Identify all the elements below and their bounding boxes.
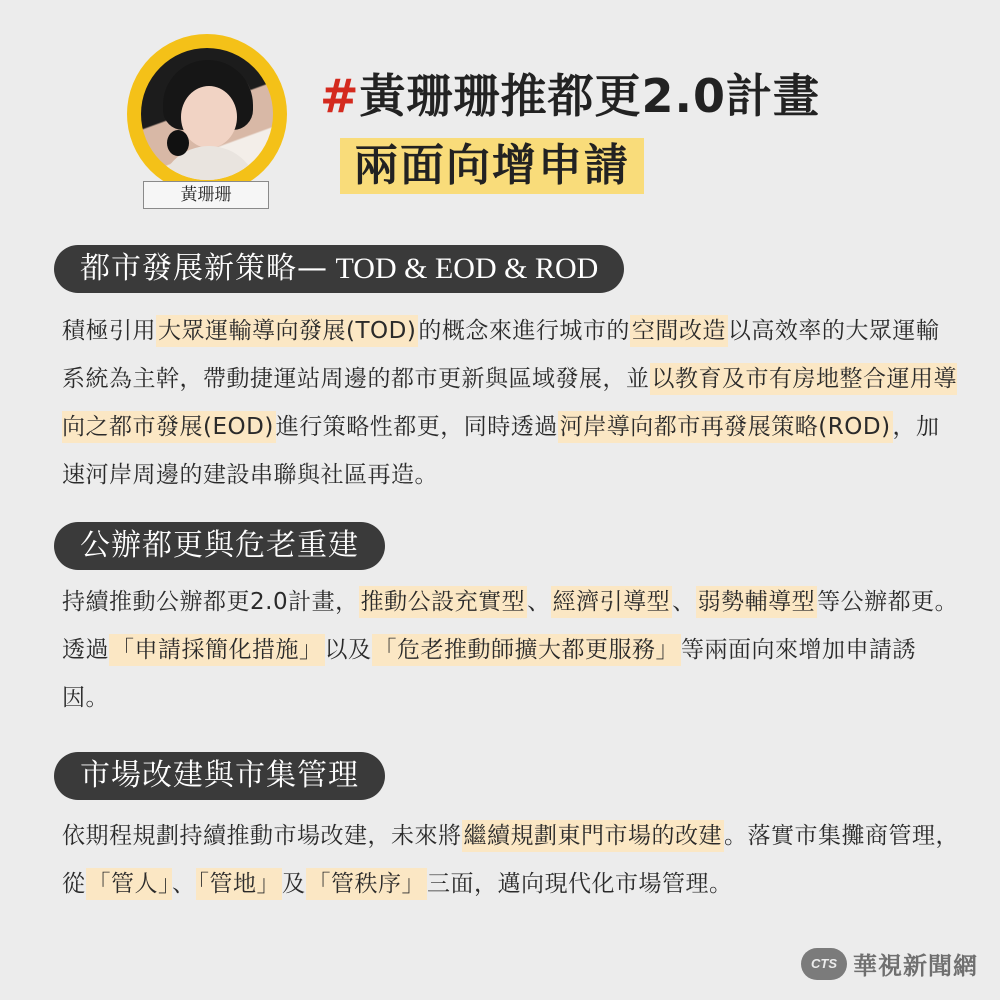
text-run: 的概念來進行城市的: [418, 318, 630, 344]
avatar: [127, 34, 287, 194]
section-heading-cjk: 都市發展新策略—: [80, 251, 328, 286]
cts-news-logo: [801, 946, 978, 981]
text-run: 積極引用: [62, 318, 156, 344]
header: [0, 0, 1000, 230]
section-urban-strategy-body: [62, 307, 962, 499]
text-run: 、: [172, 871, 196, 897]
highlight-text: 「危老推動師擴大都更服務」: [372, 634, 682, 666]
text-run: 、: [527, 589, 551, 615]
text-run: 及: [282, 871, 306, 897]
highlight-text: 以教育及市有房地整合運用導向之都市發展(EOD): [62, 363, 957, 443]
section-public-renewal-body: [62, 578, 962, 722]
text-run: 、: [672, 589, 696, 615]
highlight-text: 繼續規劃東門市場的改建: [462, 820, 725, 852]
name-tag: 黃珊珊: [143, 181, 269, 209]
highlight-text: 「管秩序」: [306, 868, 428, 900]
logo-text: 華視新聞網: [853, 952, 978, 980]
highlight-text: 河岸導向都市再發展策略(ROD): [558, 411, 893, 443]
section-heading-public-renewal: 公辦都更與危老重建: [54, 522, 385, 570]
highlight-text: 推動公設充實型: [359, 586, 528, 618]
highlight-text: 經濟引導型: [551, 586, 673, 618]
text-run: 以及: [324, 637, 372, 663]
text-run: ，加速河岸周邊的建設串聯與社區再造。: [62, 414, 940, 488]
text-run: 進行策略性都更，同時透過: [275, 414, 558, 440]
text-run: 依期程規劃持續推動市場改建，未來將: [62, 823, 462, 849]
page-subtitle: 兩面向增申請: [340, 138, 644, 194]
microphone-icon: [167, 130, 189, 156]
text-run: 三面，邁向現代化市場管理。: [427, 871, 733, 897]
section-market-rebuild-body: [62, 812, 962, 908]
highlight-text: 「管地」: [196, 868, 283, 900]
cts-logo-icon: CTS: [801, 948, 847, 980]
text-run: 持續推動公辦都更2.0計畫，: [62, 589, 359, 615]
section-heading-urban-strategy: [54, 245, 624, 293]
text-run: 等兩面向來增加申請誘因。: [62, 637, 916, 711]
highlight-text: 「管人」: [86, 868, 173, 900]
portrait-photo: [141, 48, 273, 180]
text-run: 以高效率的大眾運輸系統為主幹，帶動捷運站周邊的都市更新與區域發展，並: [62, 318, 940, 392]
highlight-text: 弱勢輔導型: [696, 586, 818, 618]
page-title: [320, 60, 820, 126]
highlight-text: 空間改造: [630, 315, 728, 347]
section-heading-market-rebuild: 市場改建與市集管理: [54, 752, 385, 800]
text-run: 。落實市集攤商管理，從: [62, 823, 959, 897]
highlight-text: 「申請採簡化措施」: [109, 634, 325, 666]
hash-symbol: #: [320, 69, 360, 123]
section-heading-latin: TOD & EOD & ROD: [328, 252, 599, 285]
text-run: 等公辦都更。透過: [62, 589, 959, 663]
page-title-text: 黃珊珊推都更2.0計畫: [359, 69, 821, 123]
highlight-text: 大眾運輸導向發展(TOD): [156, 315, 418, 347]
